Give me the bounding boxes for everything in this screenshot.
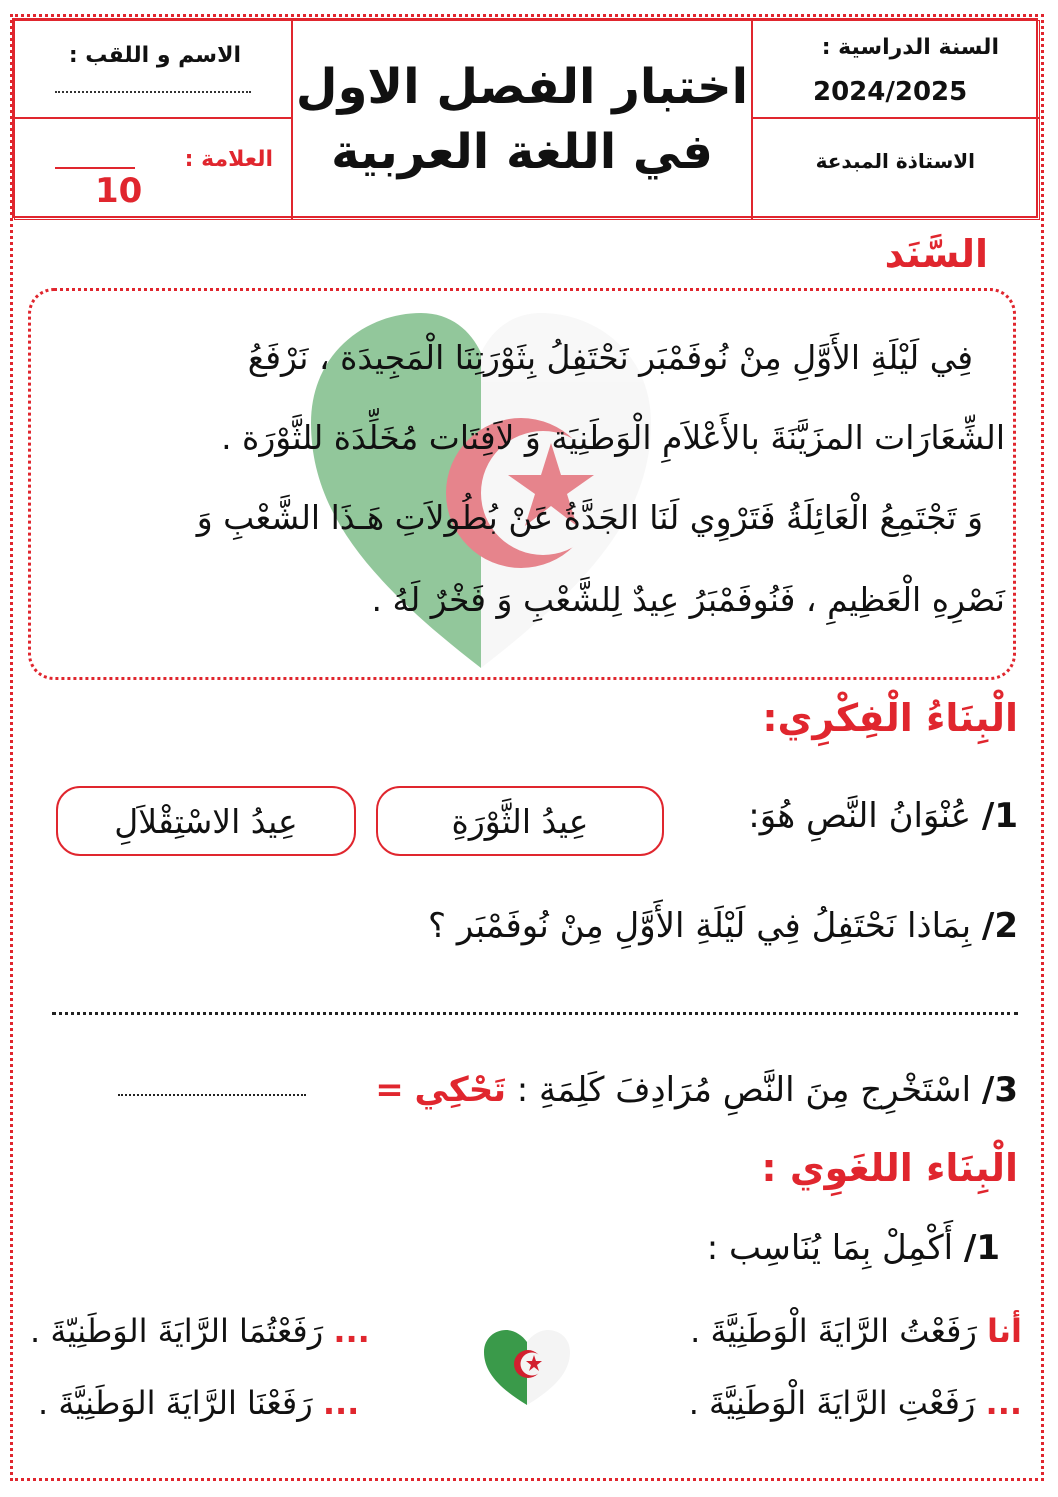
question-number: 1/ (981, 796, 1018, 836)
sentence-2 (30, 1312, 370, 1350)
passage-line: وَ تَجْتَمِعُ الْعَائِلَةُ فَتَرْوِي لَنَا الجَدَّةُ عَنْ بُطُولاَتِ هَـذَا الشَّعْبِ وَ (196, 498, 983, 537)
choice-revolution-day[interactable]: عِيدُ الثَّوْرَةِ (376, 786, 664, 856)
target-word: تَحْكِي (414, 1070, 506, 1110)
passage-line: فِي لَيْلَةِ الأَوَّلِ مِنْ نُوفَمْبَر نَحْتَفِلُ بِثَوْرَتِنَا الْمَجِيدَة ، نَرْفَعُ (247, 338, 973, 377)
blank[interactable]: ... (985, 1384, 1022, 1422)
answer-line-q3[interactable] (118, 1094, 306, 1096)
sentence-text: رَفَعْنَا الرَّايَةَ الوَطَنِيَّةَ . (38, 1384, 313, 1422)
question-text: عُنْوَانُ النَّصِ هُوَ: (748, 796, 972, 836)
question-text: أَكْمِلْ بِمَا يُنَاسِب : (706, 1228, 954, 1268)
year-value: 2024/2025 (813, 77, 968, 107)
sentence-text: رَفَعْتُ الرَّايَةَ الْوَطَنِيَّةَ . (690, 1312, 977, 1350)
question-2 (428, 906, 1018, 946)
exam-title-cell (292, 20, 752, 220)
sentence-4 (38, 1384, 359, 1422)
grade-cell (14, 118, 292, 220)
exam-subject: في اللغة العربية (331, 124, 713, 180)
question-text: بِمَاذا نَحْتَفِلُ فِي لَيْلَةِ الأَوَّلِ مِنْ نُوفَمْبَر ؟ (428, 906, 972, 946)
name-cell (14, 20, 292, 118)
question-1 (748, 796, 1018, 836)
year-cell (752, 20, 1040, 118)
passage-line: الشِّعَارَات المزَيَّنَةَ بالأَعْلاَمِ الْوَطَنِيَة وَ لاَفِتَات مُخَلِّدَة للثَّوْرَة . (221, 418, 1005, 457)
sentence-1 (690, 1312, 1022, 1350)
grade-line (55, 167, 135, 169)
passage-heading: السَّنَد (884, 232, 988, 276)
question-number: 1/ (963, 1228, 1000, 1268)
blank[interactable]: ... (333, 1312, 370, 1350)
choice-independence-day[interactable]: عِيدُ الاسْتِقْلاَلِ (56, 786, 356, 856)
blank[interactable]: ... (322, 1384, 360, 1422)
passage-box (28, 288, 1016, 680)
passage-line: نَصْرِهِ الْعَظِيمِ ، فَنُوفَمْبَرُ عِيدٌ لِلشَّعْبِ وَ فَخْرٌ لَهُ . (371, 580, 1005, 619)
answer-line-q2[interactable] (52, 1012, 1018, 1015)
sentence-3 (689, 1384, 1022, 1422)
grade-label: العلامة : (184, 147, 273, 172)
equals-sign: = (375, 1070, 404, 1110)
language-heading: الْبِنَاء اللغَوِي : (761, 1146, 1018, 1190)
question-text: اسْتَخْرِج مِنَ النَّصِ مُرَادِفَ كَلِمَةِ : (516, 1070, 972, 1110)
exam-title: اختبار الفصل الاول (295, 59, 749, 116)
comprehension-heading: الْبِنَاءُ الْفِكْرِي: (762, 696, 1018, 740)
question-number: 3/ (981, 1070, 1018, 1110)
pronoun-label: أنا (987, 1312, 1022, 1350)
question-number: 2/ (981, 906, 1018, 946)
teacher-label: الاستاذة المبدعة (815, 149, 975, 173)
sentence-text: رَفَعْتُمَا الرَّايَةَ الوَطَنِيّةَ . (30, 1312, 324, 1350)
year-label: السنة الدراسية : (821, 35, 999, 60)
teacher-cell (752, 118, 1040, 220)
algeria-heart-icon (484, 1330, 570, 1406)
grade-total: 10 (95, 171, 143, 211)
sentence-text: رَفَعْتِ الرَّايَةَ الْوَطَنِيَّةَ . (688, 1384, 976, 1422)
name-label: الاسم و اللقب : (68, 43, 241, 68)
name-answer-line[interactable] (55, 91, 251, 93)
language-question-1 (707, 1228, 1000, 1268)
question-3 (375, 1070, 1018, 1110)
header-table (12, 18, 1038, 218)
